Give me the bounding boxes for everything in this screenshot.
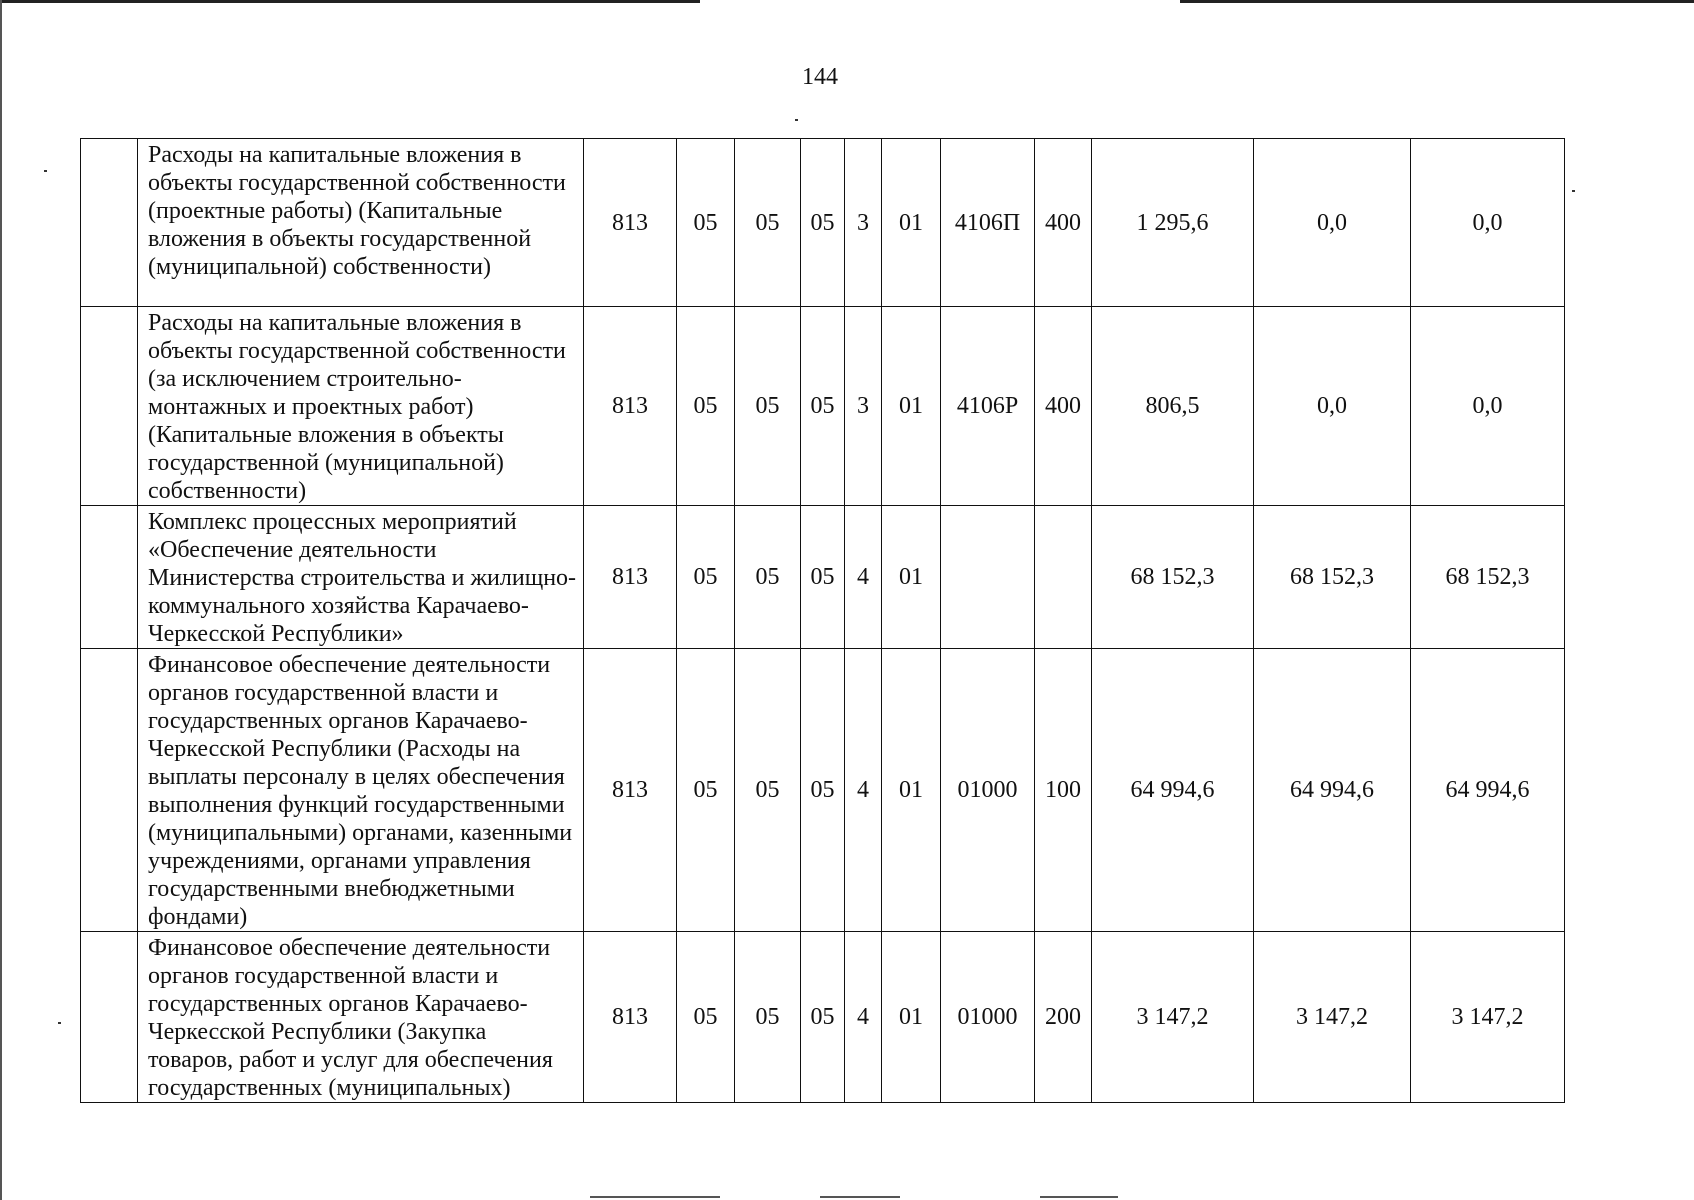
subprogram-code-cell: 3 — [845, 307, 882, 506]
row-number-cell — [81, 649, 138, 932]
subsection-code-cell: 05 — [735, 649, 801, 932]
page-number: 144 — [802, 64, 838, 90]
event-code-cell: 01 — [882, 649, 941, 932]
event-code-cell: 01 — [882, 307, 941, 506]
direction-code-cell: 01000 — [941, 932, 1035, 1103]
expense-type-cell: 100 — [1035, 649, 1092, 932]
table-row — [81, 307, 1565, 506]
amount-year-3-cell: 68 152,3 — [1411, 506, 1565, 649]
amount-year-3-cell: 3 147,2 — [1411, 932, 1565, 1103]
direction-code-cell — [941, 506, 1035, 649]
scan-artifact-line — [1040, 1196, 1118, 1198]
description-cell: Комплекс процессных мероприятий «Обеспечение деятельности Министерства строительства и жилищно-коммунального хозяйства Карачаево-Черкесской Республики» — [138, 506, 584, 649]
subsection-code-cell: 05 — [735, 932, 801, 1103]
expense-type-cell — [1035, 506, 1092, 649]
amount-year-2-cell: 64 994,6 — [1254, 649, 1411, 932]
row-number-cell — [81, 307, 138, 506]
ministry-code-cell: 813 — [584, 506, 677, 649]
amount-year-3-cell: 0,0 — [1411, 139, 1565, 307]
amount-year-2-cell: 3 147,2 — [1254, 932, 1411, 1103]
ministry-code-cell: 813 — [584, 932, 677, 1103]
event-code-cell: 01 — [882, 932, 941, 1103]
program-code-cell: 05 — [801, 506, 845, 649]
subprogram-code-cell: 3 — [845, 139, 882, 307]
scan-speck — [795, 119, 798, 121]
description-cell: Расходы на капитальные вложения в объекты государственной собственности (проектные работы) (Капитальные вложения в объекты государственной (муниципальной) собственности) — [138, 139, 584, 307]
scan-artifact-line — [820, 1196, 900, 1198]
subsection-code-cell: 05 — [735, 506, 801, 649]
subprogram-code-cell: 4 — [845, 649, 882, 932]
amount-year-2-cell: 68 152,3 — [1254, 506, 1411, 649]
expense-type-cell: 400 — [1035, 307, 1092, 506]
section-code-cell: 05 — [677, 506, 735, 649]
section-code-cell: 05 — [677, 139, 735, 307]
amount-year-2-cell: 0,0 — [1254, 307, 1411, 506]
table-row — [81, 649, 1565, 932]
row-number-cell — [81, 139, 138, 307]
amount-year-2-cell: 0,0 — [1254, 139, 1411, 307]
direction-code-cell: 4106Р — [941, 307, 1035, 506]
expense-type-cell: 200 — [1035, 932, 1092, 1103]
amount-year-3-cell: 0,0 — [1411, 307, 1565, 506]
scan-speck — [44, 170, 47, 172]
amount-year-1-cell: 3 147,2 — [1092, 932, 1254, 1103]
amount-year-1-cell: 68 152,3 — [1092, 506, 1254, 649]
direction-code-cell: 01000 — [941, 649, 1035, 932]
ministry-code-cell: 813 — [584, 649, 677, 932]
amount-year-1-cell: 806,5 — [1092, 307, 1254, 506]
section-code-cell: 05 — [677, 932, 735, 1103]
subsection-code-cell: 05 — [735, 139, 801, 307]
scan-artifact-line — [590, 1196, 720, 1198]
scan-border-gap — [700, 0, 1180, 3]
program-code-cell: 05 — [801, 932, 845, 1103]
table-row — [81, 506, 1565, 649]
scan-border-left — [0, 0, 2, 1200]
ministry-code-cell: 813 — [584, 307, 677, 506]
row-number-cell — [81, 932, 138, 1103]
program-code-cell: 05 — [801, 649, 845, 932]
subsection-code-cell: 05 — [735, 307, 801, 506]
scan-speck — [58, 1022, 61, 1024]
amount-year-3-cell: 64 994,6 — [1411, 649, 1565, 932]
ministry-code-cell: 813 — [584, 139, 677, 307]
amount-year-1-cell: 64 994,6 — [1092, 649, 1254, 932]
scan-speck — [1572, 190, 1575, 192]
event-code-cell: 01 — [882, 506, 941, 649]
description-cell: Финансовое обеспечение деятельности органов государственной власти и государственных органов Карачаево-Черкесской Республики (Закупка товаров, работ и услуг для обеспечения государственных (муниципальных) — [138, 932, 584, 1103]
section-code-cell: 05 — [677, 649, 735, 932]
program-code-cell: 05 — [801, 307, 845, 506]
table-row — [81, 932, 1565, 1103]
section-code-cell: 05 — [677, 307, 735, 506]
row-number-cell — [81, 506, 138, 649]
budget-table — [80, 138, 1565, 1103]
subprogram-code-cell: 4 — [845, 932, 882, 1103]
program-code-cell: 05 — [801, 139, 845, 307]
subprogram-code-cell: 4 — [845, 506, 882, 649]
amount-year-1-cell: 1 295,6 — [1092, 139, 1254, 307]
description-cell: Финансовое обеспечение деятельности органов государственной власти и государственных органов Карачаево-Черкесской Республики (Расходы на выплаты персоналу в целях обеспечения выполнения функций государственными (муниципальными) органами, казенными учреждениями, органами управления государственными внебюджетными фондами) — [138, 649, 584, 932]
direction-code-cell: 4106П — [941, 139, 1035, 307]
description-cell: Расходы на капитальные вложения в объекты государственной собственности (за исключением строительно-монтажных и проектных работ) (Капитальные вложения в объекты государственной (муниципальной) собственности) — [138, 307, 584, 506]
expense-type-cell: 400 — [1035, 139, 1092, 307]
event-code-cell: 01 — [882, 139, 941, 307]
table-row — [81, 139, 1565, 307]
